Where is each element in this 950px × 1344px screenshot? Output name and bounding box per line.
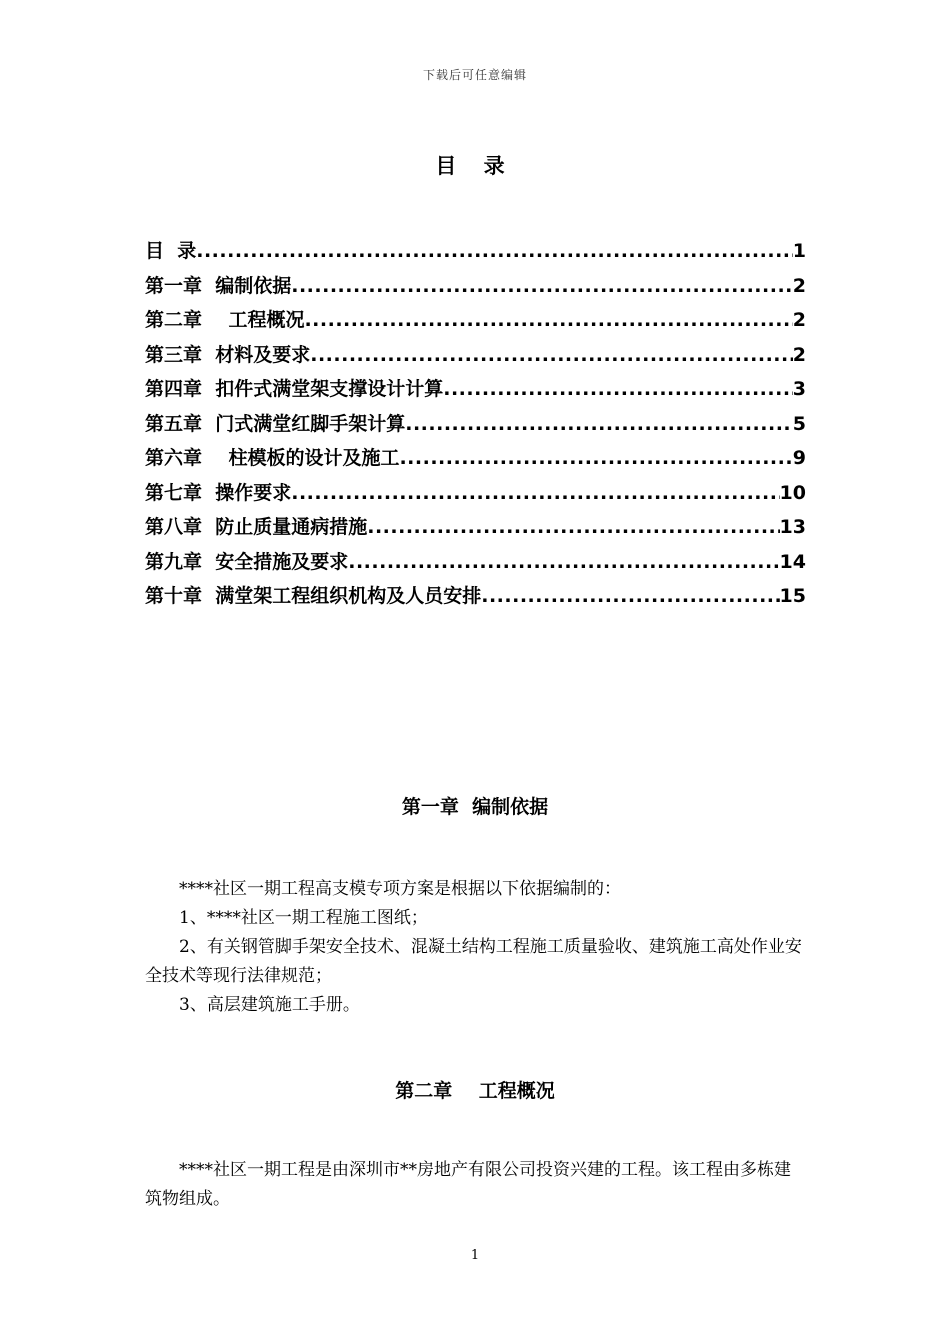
toc-entry-page: 5 [792,412,806,435]
toc-leader-dots [443,372,793,407]
toc-entry[interactable] [145,510,806,545]
toc-entry-page: 2 [792,274,806,297]
toc-entry-label: 第九章 安全措施及要求 [145,550,349,573]
toc-leader-dots [310,338,793,373]
toc-leader-dots [367,510,779,545]
toc-entry[interactable] [145,545,806,580]
chapter-1-item: 2、有关钢管脚手架安全技术、混凝土结构工程施工质量验收、建筑施工高处作业安全技术等现行法律规范； [145,937,802,986]
toc-entry[interactable] [145,338,806,373]
toc-entry[interactable] [145,372,806,407]
toc-leader-dots [481,579,779,614]
toc-entry-label: 第六章 柱模板的设计及施工 [145,447,400,469]
toc-entry-label: 第八章 防止质量通病措施 [145,516,368,538]
toc-leader-dots [196,234,793,269]
toc-leader-dots [348,545,779,580]
toc-entry-label: 第十章 满堂架工程组织机构及人员安排 [145,585,482,607]
chapter-1-item: 3、高层建筑施工手册。 [179,995,360,1015]
chapter-1-item: 1、****社区一期工程施工图纸； [179,908,428,928]
toc-entry-page: 2 [792,309,806,331]
toc-entry-page: 1 [792,240,806,262]
toc-entry-label: 第三章 材料及要求 [145,343,311,366]
toc-leader-dots [304,303,792,338]
toc-entry[interactable] [145,234,806,269]
toc-entry-label: 第四章 扣件式满堂架支撑设计计算 [145,378,444,400]
toc-entry[interactable] [145,303,806,338]
toc-entry[interactable] [145,579,806,614]
header-note: 下载后可任意编辑 [422,68,527,82]
toc-entry-label: 目 录 [145,240,197,262]
toc-entry-label: 第一章 编制依据 [145,274,292,297]
table-of-contents [145,234,806,614]
toc-entry[interactable] [145,441,806,476]
toc-entry[interactable] [145,476,806,511]
chapter-1-intro: ****社区一期工程高支模专项方案是根据以下依据编制的： [179,879,621,899]
toc-entry-label: 第二章 工程概况 [145,309,305,331]
chapter-2-heading: 第二章 工程概况 [395,1080,555,1102]
toc-entry-page: 15 [779,585,806,607]
toc-entry-page: 13 [779,516,806,538]
toc-entry-page: 3 [792,378,806,400]
toc-entry-page: 10 [779,481,806,504]
toc-entry-label: 第七章 操作要求 [145,481,292,504]
toc-entry-page: 2 [792,343,806,366]
chapter-2-body: ****社区一期工程是由深圳市**房地产有限公司投资兴建的工程。该工程由多栋建筑物组成。 [145,1160,791,1209]
toc-title: 目 录 [435,153,515,178]
toc-leader-dots [405,407,793,442]
toc-entry[interactable] [145,407,806,442]
toc-entry-page: 9 [792,447,806,469]
toc-leader-dots [291,269,793,304]
toc-leader-dots [291,476,779,511]
toc-entry[interactable] [145,269,806,304]
chapter-1-heading: 第一章 编制依据 [401,796,549,818]
page-number: 1 [470,1248,480,1263]
toc-entry-page: 14 [779,550,806,573]
toc-entry-label: 第五章 门式满堂红脚手架计算 [145,412,406,435]
toc-leader-dots [399,441,792,476]
